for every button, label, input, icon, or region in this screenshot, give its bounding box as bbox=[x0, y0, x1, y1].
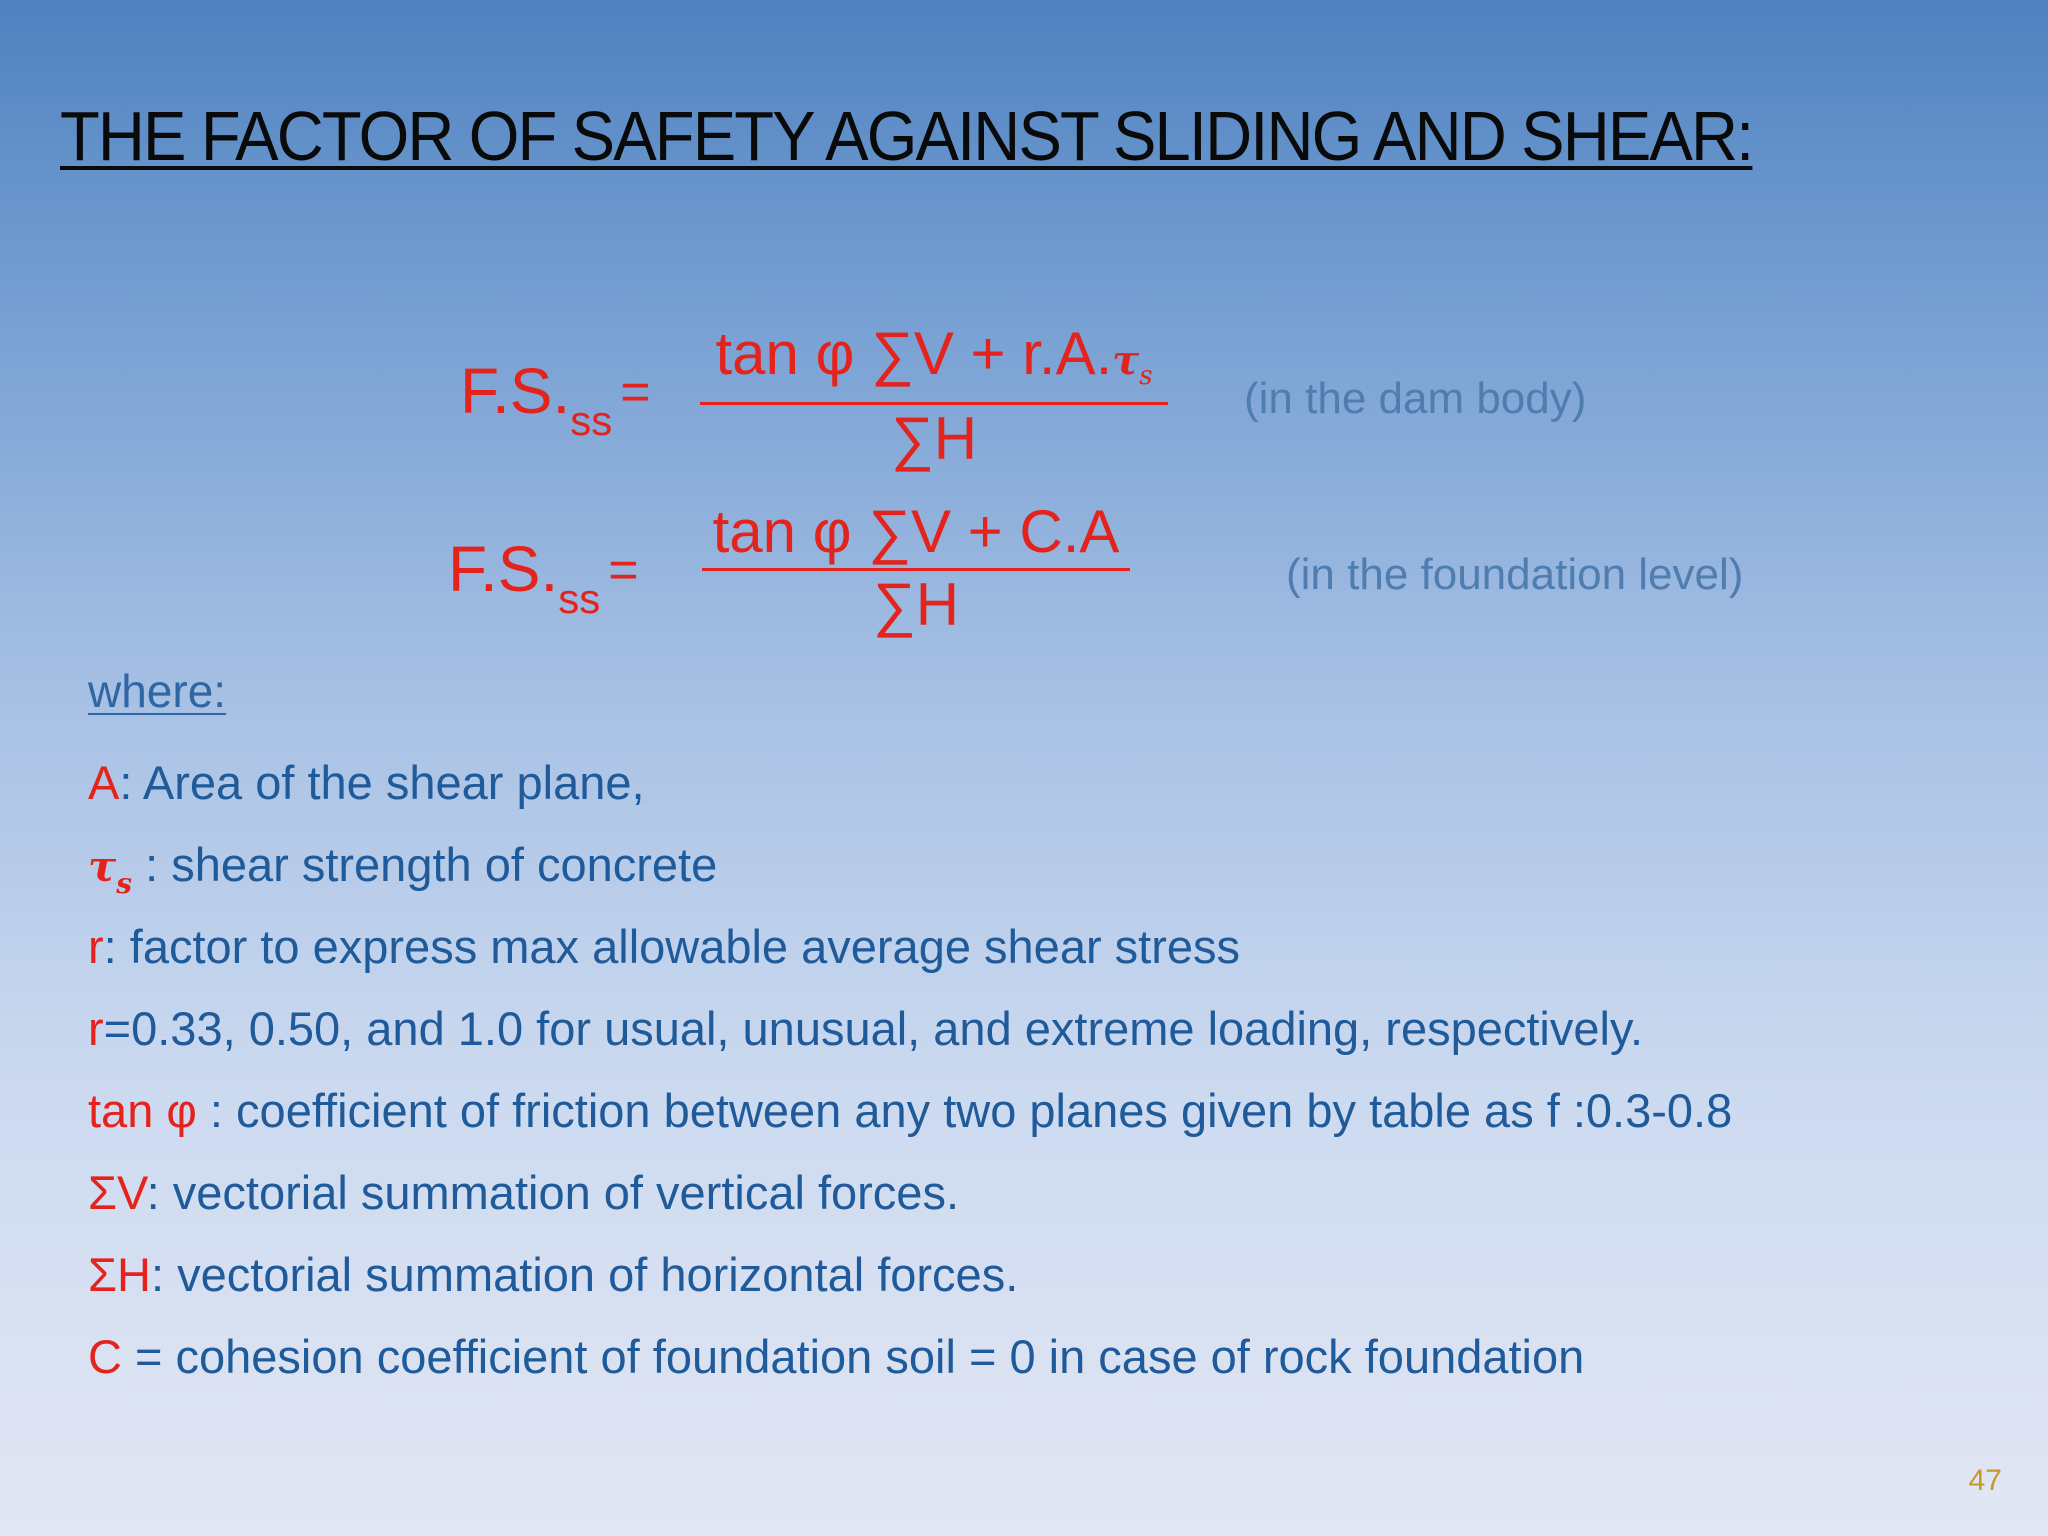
definition-symbol: r bbox=[88, 1002, 104, 1055]
definition-text: : Area of the shear plane, bbox=[119, 756, 645, 809]
definition-text: : shear strength of concrete bbox=[132, 838, 718, 891]
formula-equals: = bbox=[608, 541, 639, 599]
definition-text: : vectorial summation of vertical forces. bbox=[146, 1166, 960, 1219]
formula-lhs-subscript: ss bbox=[558, 575, 601, 622]
formula-numerator bbox=[700, 322, 1168, 398]
definition-text: : factor to express max allowable average shear stress bbox=[103, 920, 1241, 973]
formula-lhs-main: F.S. bbox=[460, 355, 571, 427]
tau-symbol: τ bbox=[1112, 337, 1140, 384]
formula-denominator: ∑H bbox=[872, 571, 960, 638]
numerator-text: tan φ ∑V + r.A. bbox=[715, 320, 1113, 387]
formula-note-foundation-level: (in the foundation level) bbox=[1286, 550, 1744, 599]
definition-symbol: tan φ bbox=[88, 1084, 197, 1137]
definition-symbol: A bbox=[88, 756, 120, 809]
definition-symbol: ΣH bbox=[88, 1248, 151, 1301]
slide-title: THE FACTOR OF SAFETY AGAINST SLIDING AND SHEAR: bbox=[60, 97, 1753, 175]
definition-symbol: τ bbox=[88, 842, 117, 891]
definition-text: : coefficient of friction between any two planes given by table as f :0.3-0.8 bbox=[196, 1084, 1733, 1137]
definition-vertical-forces bbox=[88, 1152, 2008, 1234]
definition-text: =0.33, 0.50, and 1.0 for usual, unusual, and extreme loading, respectively. bbox=[103, 1002, 1644, 1055]
definition-symbol-subscript: s bbox=[116, 867, 133, 900]
definition-symbol: C bbox=[88, 1330, 122, 1383]
formula-note-dam-body: (in the dam body) bbox=[1244, 374, 1587, 423]
definition-horizontal-forces bbox=[88, 1234, 2008, 1316]
definition-symbol: ΣV bbox=[88, 1166, 147, 1219]
formula-lhs-subscript: ss bbox=[570, 397, 613, 444]
formula-fraction bbox=[700, 322, 1168, 471]
formula-lhs bbox=[448, 532, 639, 622]
tau-subscript: s bbox=[1139, 361, 1153, 391]
definitions-list bbox=[88, 660, 2008, 1398]
definition-cohesion bbox=[88, 1316, 2008, 1398]
definition-area bbox=[88, 742, 2008, 824]
formula-lhs bbox=[460, 354, 651, 444]
formula-numerator: tan φ ∑V + C.A bbox=[712, 498, 1120, 565]
formula-equals: = bbox=[620, 363, 651, 421]
definition-text: = cohesion coefficient of foundation soil = 0 in case of rock foundation bbox=[121, 1330, 1585, 1383]
page-number: 47 bbox=[1968, 1464, 2002, 1497]
formula-denominator: ∑H bbox=[890, 405, 978, 472]
formula-fraction bbox=[702, 500, 1130, 637]
formula-lhs-main: F.S. bbox=[448, 533, 559, 605]
definition-r-values bbox=[88, 988, 2008, 1070]
definition-text: : vectorial summation of horizontal forces. bbox=[151, 1248, 1019, 1301]
definition-shear-strength bbox=[88, 824, 2008, 906]
definition-r-factor bbox=[88, 906, 2008, 988]
definitions-heading: where: bbox=[88, 665, 227, 717]
definition-symbol: r bbox=[88, 920, 104, 973]
definition-friction bbox=[88, 1070, 2008, 1152]
